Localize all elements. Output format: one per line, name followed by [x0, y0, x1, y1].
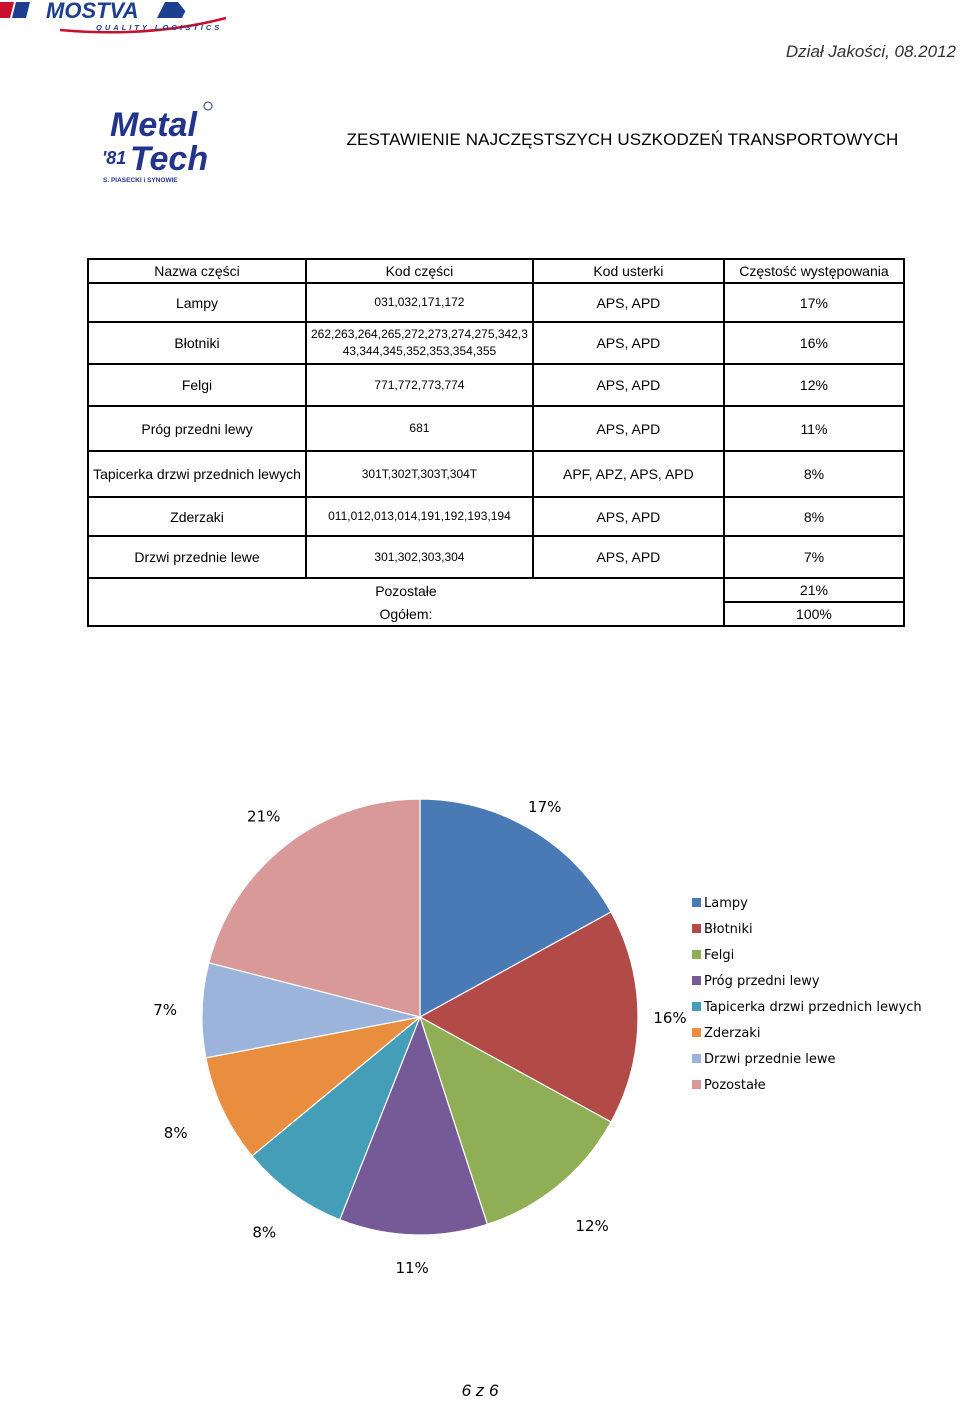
metaltech-logo	[100, 98, 218, 186]
table-row	[88, 536, 904, 578]
fault-code: APS, APD	[533, 364, 724, 406]
header-frequency: Częstość występowania	[724, 259, 904, 283]
fault-code: APS, APD	[533, 322, 724, 364]
table-row-total	[88, 602, 904, 626]
pie-chart	[0, 760, 960, 1280]
part-name: Drzwi przednie lewe	[88, 536, 306, 578]
part-name: Felgi	[88, 364, 306, 406]
page-number: 6 z 6	[461, 1381, 499, 1400]
fault-code: APS, APD	[533, 497, 724, 536]
pie-label-drzwi-przednie-lewe: 7%	[153, 1000, 178, 1019]
department-date: Dział Jakości, 08.2012	[785, 42, 956, 61]
metaltech-logo-subtitle: S. PIASECKI i SYNOWIE	[103, 177, 178, 184]
legend-label: Pozostałe	[704, 1078, 766, 1093]
page-title: ZESTAWIENIE NAJCZĘSTSZYCH USZKODZEŃ TRANSPORTOWYCH	[346, 130, 899, 149]
pie-label-blotniki: 16%	[653, 1009, 687, 1027]
pie-label-zderzaki: 8%	[163, 1123, 188, 1142]
legend-item-felgi	[692, 948, 734, 963]
part-code: 771,772,773,774	[306, 364, 533, 406]
frequency: 16%	[724, 322, 904, 364]
legend-label: Próg przedni lewy	[704, 974, 820, 989]
mostva-logo-text: MOSTVA	[46, 0, 139, 23]
table-row	[88, 322, 904, 364]
part-code: 301,302,303,304	[306, 536, 533, 578]
part-name: Tapicerka drzwi przednich lewych	[88, 451, 306, 497]
header-fault-code: Kod usterki	[533, 259, 724, 283]
part-name: Próg przedni lewy	[88, 406, 306, 451]
part-code: 011,012,013,014,191,192,193,194	[306, 497, 533, 536]
pie-label-lampy: 17%	[528, 798, 562, 817]
part-code-line-2: 43,344,345,352,353,354,355	[342, 344, 497, 358]
table-row	[88, 406, 904, 451]
legend-swatch	[692, 898, 701, 907]
legend-label: Drzwi przednie lewe	[704, 1052, 836, 1067]
pie-label-tapicerka-drzwi-przednich-lewych: 8%	[252, 1223, 277, 1242]
pie-label-felgi: 12%	[575, 1217, 609, 1236]
legend-label: Błotniki	[704, 922, 753, 937]
part-code-line-1: 262,263,264,265,272,273,274,275,342,3	[311, 327, 528, 341]
frequency: 11%	[724, 406, 904, 451]
legend-label: Tapicerka drzwi przednich lewych	[704, 1000, 922, 1015]
frequency: 12%	[724, 364, 904, 406]
svg-text:'81: '81	[102, 148, 127, 168]
fault-code: APS, APD	[533, 406, 724, 451]
legend-swatch	[692, 950, 701, 959]
other-value: 21%	[724, 578, 904, 602]
legend-swatch	[692, 1080, 701, 1089]
legend-item-drzwi-przednie-lewe	[692, 1052, 835, 1067]
legend-label: Zderzaki	[704, 1026, 761, 1041]
legend-swatch	[692, 1002, 701, 1011]
legend-item-tapicerka-drzwi-przednich-lewych	[692, 1000, 922, 1015]
mostva-logo	[0, 0, 230, 42]
pie-label-prog-przedni-lewy: 11%	[395, 1258, 429, 1277]
fault-code: APS, APD	[533, 283, 724, 322]
part-code	[306, 322, 533, 364]
part-name: Błotniki	[88, 322, 306, 364]
legend-swatch	[692, 1028, 701, 1037]
frequency: 8%	[724, 497, 904, 536]
part-code: 681	[306, 406, 533, 451]
table-header-row	[88, 259, 904, 283]
frequency: 8%	[724, 451, 904, 497]
part-name: Zderzaki	[88, 497, 306, 536]
part-name: Lampy	[88, 283, 306, 322]
legend-item-blotniki	[692, 922, 753, 937]
frequency: 7%	[724, 536, 904, 578]
svg-text:Tech: Tech	[130, 140, 209, 178]
damage-table	[87, 258, 905, 627]
part-code: 301T,302T,303T,304T	[306, 451, 533, 497]
legend-item-prog-przedni-lewy	[692, 974, 820, 989]
legend-swatch	[692, 976, 701, 985]
fault-code: APF, APZ, APS, APD	[533, 451, 724, 497]
legend-swatch	[692, 1054, 701, 1063]
legend-swatch	[692, 924, 701, 933]
mostva-logo-subtitle: QUALITY LOGISTICS	[96, 23, 223, 32]
fault-code: APS, APD	[533, 536, 724, 578]
header-part-name: Nazwa części	[88, 259, 306, 283]
svg-text:Metal: Metal	[110, 106, 197, 144]
frequency: 17%	[724, 283, 904, 322]
pie-label-pozostale: 21%	[247, 807, 281, 826]
total-label: Ogółem:	[88, 602, 724, 626]
legend-label: Lampy	[704, 896, 748, 911]
total-value: 100%	[724, 602, 904, 626]
legend-item-zderzaki	[692, 1026, 760, 1041]
legend-label: Felgi	[704, 948, 735, 963]
table-row	[88, 497, 904, 536]
legend-item-lampy	[692, 896, 748, 911]
table-row	[88, 283, 904, 322]
legend-item-pozostale	[692, 1078, 766, 1093]
part-code: 031,032,171,172	[306, 283, 533, 322]
table-row	[88, 451, 904, 497]
table-row-other	[88, 578, 904, 602]
header-part-code: Kod części	[306, 259, 533, 283]
table-row	[88, 364, 904, 406]
other-label: Pozostałe	[88, 578, 724, 602]
pie-chart-svg	[0, 760, 960, 1280]
